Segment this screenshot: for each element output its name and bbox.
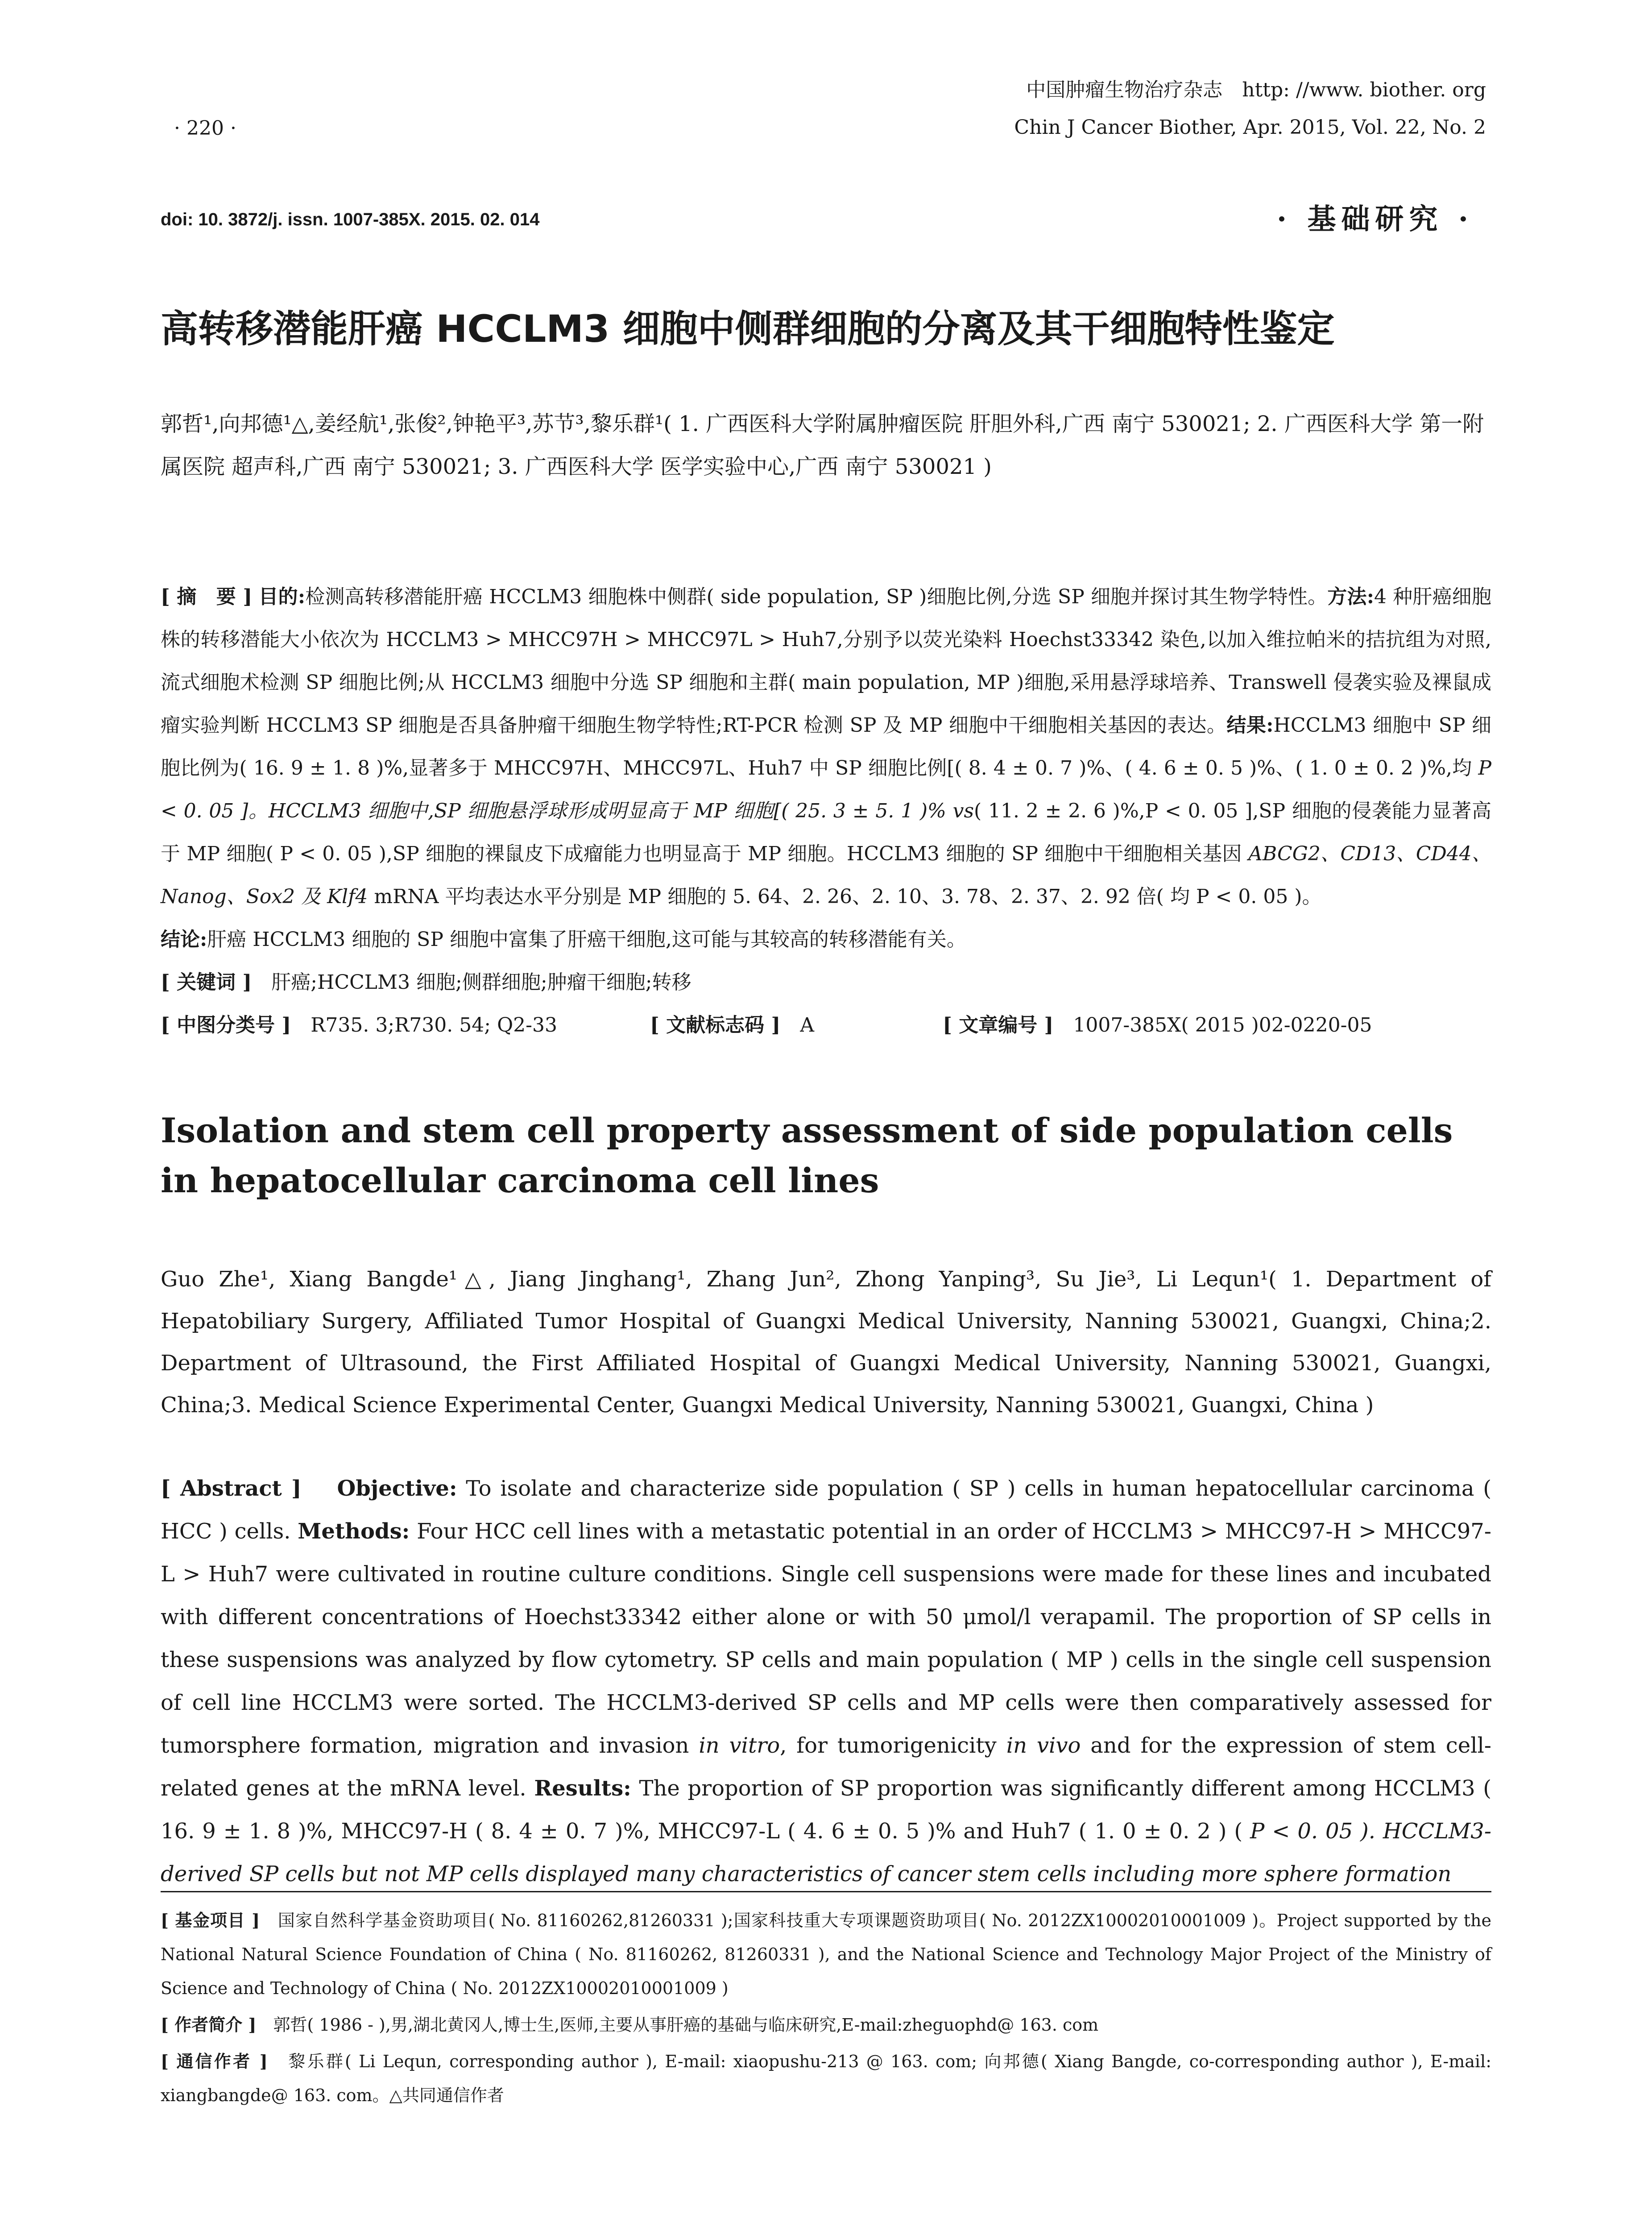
journal-name-cn: 中国肿瘤生物治疗杂志 http: //www. biother. org — [1026, 79, 1486, 101]
objective-cn-label: 目的: — [258, 585, 306, 608]
results-cn-p4: P < 0. 05 ),SP 细胞的裸鼠皮下成瘤能力也明显高于 MP 细胞。HCCLM3 细胞的 SP 细胞中干细胞相关基因 — [280, 842, 1249, 865]
clc-label: [ 中图分类号 ] — [161, 1014, 291, 1037]
section-label: · 基础研究 · — [1276, 203, 1474, 236]
authors-en: Guo Zhe¹, Xiang Bangde¹△, Jiang Jinghang¹, Zhang Jun², Zhong Yanping³, Su Jie³, Li Lequn¹( 1. Department of Hepatobiliary Surgery, Affiliated Tumor Hospital of Guangxi Medical University, Nanning 530021, Guangxi, China;2. Department of Ultrasound, the First Affiliated Hospital of Guangxi Medical University, Nanning 530021, Guangxi, China;3. Medical Science Experimental Center, Guangxi Medical University, Nanning 530021, Guangxi, China ) — [161, 1267, 1491, 1418]
corresponding-text: 黎乐群( Li Lequn, corresponding author ), E-mail: xiaopushu-213 @ 163. com; 向邦德( Xiang Bangde, co-corresponding author ), E-mail: xiangbangde@ 163. com。△共同通信作者 — [161, 2052, 1491, 2105]
conclusion-cn — [161, 918, 1491, 961]
methods-en-in-vitro: in vitro — [699, 1733, 780, 1758]
corresponding-label: [ 通信作者 ] — [161, 2051, 268, 2071]
results-cn-label: 结果: — [1226, 714, 1274, 737]
results-cn-genes: ABCG2、CD13、CD44、Nanog、Sox2 及 Klf4 — [161, 842, 1491, 908]
author-note-text: 郭哲( 1986 - ),男,湖北黄冈人,博士生,医师,主要从事肝癌的基础与临床研究,E-mail:zheguophd@ 163. com — [273, 2015, 1099, 2035]
results-cn-p2: ( 11. 2 ± 2. 6 )%, — [974, 800, 1145, 822]
author-note-label: [ 作者简介 ] — [161, 2015, 257, 2035]
methods-cn-label: 方法: — [1327, 585, 1374, 608]
methods-en-label: Methods: — [298, 1519, 410, 1544]
doi: doi: 10. 3872/j. issn. 1007-385X. 2015. 02. 014 — [161, 210, 540, 229]
article-no-label: [ 文章编号 ] — [943, 1014, 1054, 1037]
funding-text: 国家自然科学基金资助项目( No. 81160262,81260331 );国家科技重大专项课题资助项目( No. 2012ZX10002010001009 )。Project supported by the National Natural Science Foundation of China ( No. 81160262, 81260331 ), and the National Science and Technology Major Project of the Ministry of Science and Technology of China ( No. 2012ZX10002010001009 ) — [161, 1911, 1491, 1998]
footnotes — [161, 1903, 1491, 2115]
abstract-cn-label: [ 摘 要 ] — [161, 585, 253, 608]
clc-value: R735. 3;R730. 54; Q2-33 — [311, 1014, 557, 1037]
corresponding-note — [161, 2044, 1491, 2112]
results-cn-p1: P < 0. 05 ]。HCCLM3 细胞中,SP 细胞悬浮球形成明显高于 MP 细胞[( 25. 3 ± 5. 1 )% — [161, 757, 1491, 822]
results-en-text-a: The proportion of SP proportion was significantly different among HCCLM3 ( 16. 9 ± 1. 8 )%, MHCC97-H ( 8. 4 ± 0. 7 )%, MHCC97-L ( 4. 6 ± 0. 5 )% and Huh7 ( 1. 0 ± 0. 2 ) ( — [161, 1776, 1491, 1844]
title-cn: 高转移潜能肝癌 HCCLM3 细胞中侧群细胞的分离及其干细胞特性鉴定 — [161, 307, 1335, 351]
doc-code-value: A — [800, 1014, 815, 1037]
objective-en-label: Objective: — [337, 1476, 457, 1501]
methods-en-text-a: Four HCC cell lines with a metastatic potential in an order of HCCLM3 > MHCC97-H > MHCC97-L > Huh7 were cultivated in routine culture conditions. Single cell suspensions were made for these lines and incubated with different concentrations of Hoechst33342 either alone or with 50 μmol/l verapamil. The proportion of SP cells in these suspensions was analyzed by flow cytometry. SP cells and main population ( MP ) cells in the single cell suspension of cell line HCCLM3 were sorted. The HCCLM3-derived SP cells and MP cells were then comparatively assessed for tumorsphere formation, migration and invasion — [161, 1519, 1492, 1758]
results-cn-vs: vs — [952, 800, 974, 822]
methods-en-text-b: , for tumorigenicity — [780, 1733, 1006, 1758]
keywords-cn-text: 肝癌;HCCLM3 细胞;侧群细胞;肿瘤干细胞;转移 — [271, 971, 691, 994]
abstract-cn — [161, 576, 1491, 1047]
results-en-p: P < 0. 05 ). HCCLM3-derived SP cells but not MP cells displayed many characteristics of cancer stem cells including more sphere formation — [161, 1819, 1491, 1887]
funding-label: [ 基金项目 ] — [161, 1910, 260, 1930]
article-no-value: 1007-385X( 2015 )02-0220-05 — [1073, 1014, 1372, 1037]
author-note — [161, 2008, 1491, 2042]
results-cn-p5: mRNA 平均表达水平分别是 MP 细胞的 5. 64、2. 26、2. 10、3. 78、2. 37、2. 92 倍( 均 — [368, 885, 1196, 908]
journal-name-en: Chin J Cancer Biother, Apr. 2015, Vol. 22, No. 2 — [1014, 116, 1486, 139]
keywords-cn — [161, 961, 1491, 1004]
journal-header — [1014, 71, 1486, 146]
conclusion-cn-text: 肝癌 HCCLM3 细胞的 SP 细胞中富集了肝癌干细胞,这可能与其较高的转移潜能有关。 — [207, 928, 966, 951]
results-cn-p3: P < 0. 05 ],SP 细胞的侵袭能力显著高于 MP 细胞( — [161, 800, 1492, 865]
abstract-cn-body — [161, 576, 1491, 918]
title-en: Isolation and stem cell property assessment of side population cells in hepatocellular carcinoma cell lines — [161, 1111, 1453, 1200]
page-number: · 220 · — [174, 117, 236, 140]
abstract-en-label: [ Abstract ] — [161, 1476, 302, 1501]
funding-note — [161, 1903, 1491, 2005]
objective-cn-text: 检测高转移潜能肝癌 HCCLM3 细胞株中侧群( side population, SP )细胞比例,分选 SP 细胞并探讨其生物学特性。 — [305, 585, 1328, 608]
abstract-en — [161, 1467, 1491, 1895]
methods-en-in-vivo: in vivo — [1006, 1733, 1081, 1758]
authors-cn: 郭哲¹,向邦德¹△,姜经航¹,张俊²,钟艳平³,苏节³,黎乐群¹( 1. 广西医科大学附属肿瘤医院 肝胆外科,广西 南宁 530021; 2. 广西医科大学 第一附属医院 超声科,广西 南宁 530021; 3. 广西医科大学 医学实验中心,广西 南宁 530021 ) — [161, 411, 1484, 479]
methods-cn-text: 4 种肝癌细胞株的转移潜能大小依次为 HCCLM3 > MHCC97H > MHCC97L > Huh7,分别予以荧光染料 Hoechst33342 染色,以加入维拉帕米的拮抗组为对照,流式细胞术检测 SP 细胞比例;从 HCCLM3 细胞中分选 SP 细胞和主群( main population, MP )细胞,采用悬浮球培养、Transwell 侵袭实验及裸鼠成瘤实验判断 HCCLM3 SP 细胞是否具备肿瘤干细胞生物学特性;RT-PCR 检测 SP 及 MP 细胞中干细胞相关基因的表达。 — [161, 585, 1491, 737]
conclusion-cn-label: 结论: — [161, 928, 207, 951]
doc-code-label: [ 文献标志码 ] — [650, 1014, 781, 1037]
objective-en-text: To isolate and characterize side population ( SP ) cells in human hepatocellular carcinoma ( HCC ) cells. — [161, 1476, 1491, 1544]
footnote-divider — [161, 1891, 1491, 1892]
results-en-label: Results: — [534, 1776, 631, 1801]
classification-row — [161, 1004, 1491, 1047]
results-cn-p6: P < 0. 05 )。 — [1196, 885, 1322, 908]
results-cn-text: HCCLM3 细胞中 SP 细胞比例为( 16. 9 ± 1. 8 )%,显著多于 MHCC97H、MHCC97L、Huh7 中 SP 细胞比例[( 8. 4 ± 0. 7 )%、( 4. 6 ± 0. 5 )%、( 1. 0 ± 0. 2 )%,均 — [161, 714, 1491, 780]
keywords-cn-label: [ 关键词 ] — [161, 971, 252, 994]
methods-en-text-c: and for the expression of stem cell-related genes at the mRNA level. — [161, 1733, 1492, 1801]
